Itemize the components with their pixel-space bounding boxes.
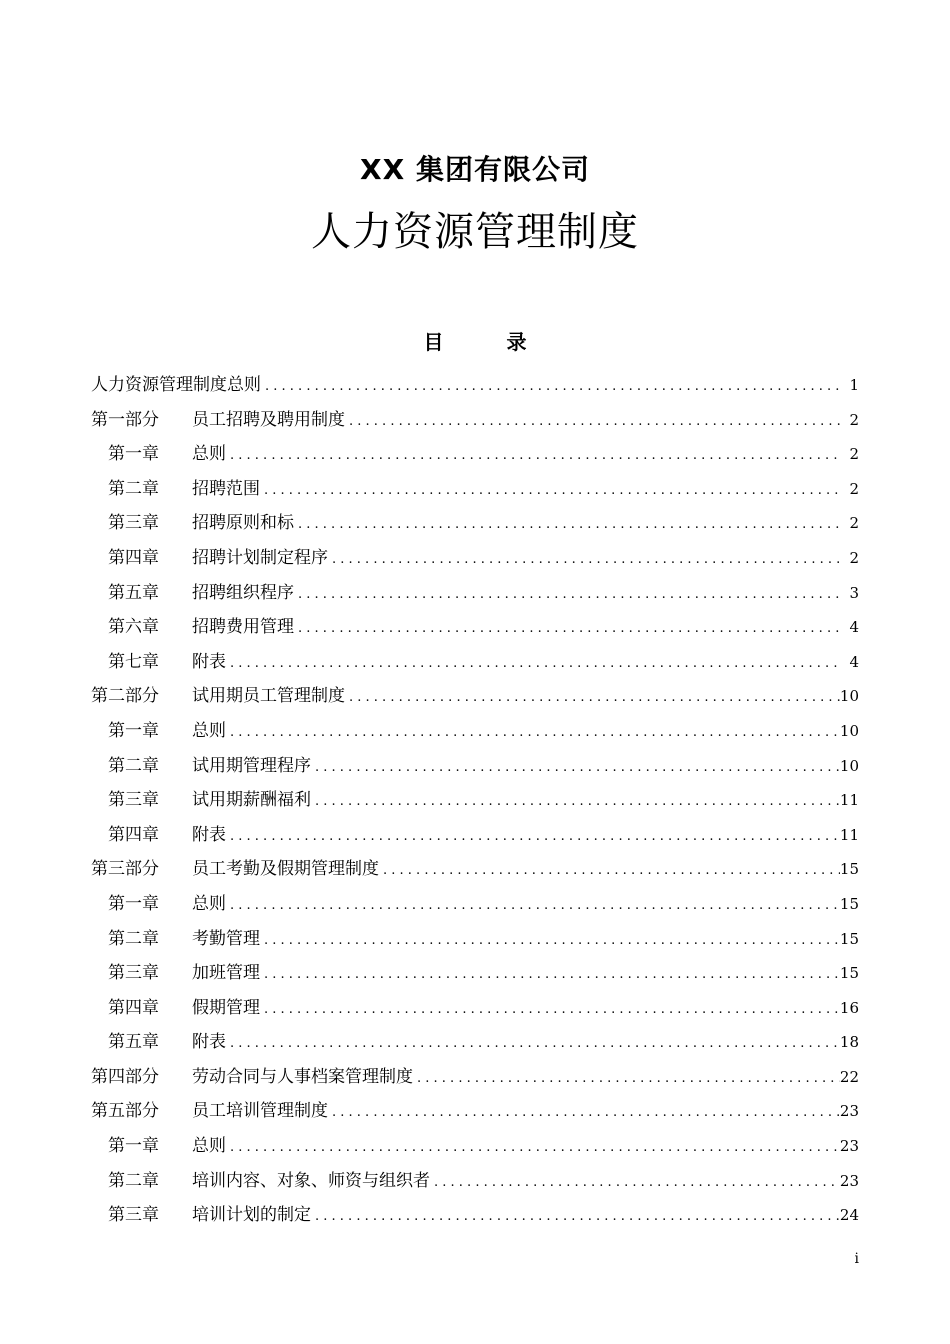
toc-entry-title [108,578,294,603]
toc-entry-number: 第三章 [108,963,159,984]
toc-entry-number: 第一章 [108,1136,159,1157]
toc-entry-page: 2 [849,548,859,567]
toc-leader-dots [328,1105,840,1120]
toc-entry-label: 总则 [192,444,226,465]
toc-leader-dots [226,656,841,671]
toc-entry-page: 15 [839,964,859,983]
toc-entry-title [108,543,328,568]
toc-entry-page: 2 [849,479,859,498]
toc-entry-number: 第七章 [108,651,159,672]
toc-entry[interactable] [91,612,859,647]
toc-leader-dots [260,933,840,948]
toc-entry-title [91,854,379,879]
toc-entry-label: 试用期管理程序 [192,755,311,776]
toc-leader-dots [260,967,840,982]
toc-entry-page: 11 [839,825,859,844]
toc-entry-number: 第二章 [108,928,159,949]
toc-entry[interactable] [91,543,859,578]
toc-entry-title [91,370,261,395]
toc-entry-page: 23 [839,1171,859,1190]
toc-leader-dots [294,587,841,602]
toc-leader-dots [311,760,840,775]
toc-entry-number: 第五部分 [91,1101,159,1122]
toc-entry[interactable] [91,578,859,613]
toc-entry-page: 16 [839,998,859,1017]
toc-entry-title [108,508,294,533]
toc-entry[interactable] [91,1062,859,1097]
toc-entry-label: 总则 [192,893,226,914]
toc-entry-title [108,785,311,810]
toc-entry-title [108,889,226,914]
toc-entry-page: 18 [839,1033,859,1052]
toc-entry-number: 第五章 [108,1032,159,1053]
toc-entry-number: 第三章 [108,513,159,534]
toc-entry-title [108,474,260,499]
toc-entry-page: 2 [849,514,859,533]
toc-entry-page: 10 [839,756,859,775]
toc-entry-label: 附表 [192,824,226,845]
toc-entry-label: 试用期员工管理制度 [192,686,345,707]
toc-entry[interactable] [91,889,859,924]
toc-leader-dots [294,621,841,636]
toc-entry-number: 第四章 [108,997,159,1018]
toc-entry[interactable] [91,1096,859,1131]
toc-entry-page: 15 [839,894,859,913]
toc-entry-number: 第二章 [108,755,159,776]
toc-entry[interactable] [91,405,859,440]
page-number: i [854,1251,859,1267]
toc-entry-title [108,1027,226,1052]
toc-entry-title [108,820,226,845]
toc-entry[interactable] [91,751,859,786]
toc-entry-page: 23 [839,1137,859,1156]
toc-entry-title [108,924,260,949]
toc-entry[interactable] [91,958,859,993]
toc-entry[interactable] [91,647,859,682]
toc-leader-dots [226,1140,840,1155]
company-name: XX 集团有限公司 [360,153,590,186]
toc-entry-label: 附表 [192,1032,226,1053]
toc-entry-title [108,751,311,776]
toc-entry-label: 招聘计划制定程序 [192,547,328,568]
toc-leader-dots [226,829,840,844]
toc-entry-title [91,1096,328,1121]
toc-entry-number: 第二章 [108,1170,159,1191]
toc-entry-number: 第一部分 [91,409,159,430]
toc-entry[interactable] [91,820,859,855]
toc-entry[interactable] [91,1131,859,1166]
toc-leader-dots [226,898,840,913]
toc-leader-dots [260,483,841,498]
toc-entry[interactable] [91,474,859,509]
toc-entry-label: 招聘费用管理 [192,617,294,638]
toc-entry[interactable] [91,1166,859,1201]
toc-entry-page: 4 [849,618,859,637]
toc-entry[interactable] [91,681,859,716]
toc-entry-page: 3 [849,583,859,602]
toc-entry-page: 2 [849,445,859,464]
toc-entry-title [91,1062,413,1087]
toc-entry[interactable] [91,854,859,889]
toc-entry-title [108,958,260,983]
toc-entry-label: 劳动合同与人事档案管理制度 [192,1066,413,1087]
toc-entry-number: 第一章 [108,720,159,741]
toc-entry-page: 15 [839,929,859,948]
toc-entry-number: 第五章 [108,582,159,603]
toc-entry-label: 员工招聘及聘用制度 [192,409,345,430]
toc-leader-dots [311,794,840,809]
toc-entry-page: 24 [839,1206,859,1225]
toc-entry-page: 10 [839,687,859,706]
toc-entry-number: 第四章 [108,547,159,568]
toc-entry-number: 第六章 [108,617,159,638]
toc-leader-dots [226,448,841,463]
toc-entry-page: 10 [839,721,859,740]
toc-entry-page: 1 [849,376,859,394]
toc-entry-number: 第四章 [108,824,159,845]
toc-leader-dots [226,1036,840,1051]
toc-entry-label: 考勤管理 [192,928,260,949]
toc-entry-label: 招聘组织程序 [192,582,294,603]
toc-entry-page: 15 [839,860,859,879]
toc-leader-dots [226,725,840,740]
toc-leader-dots [345,414,841,429]
toc-entry-label: 招聘范围 [192,478,260,499]
toc-entry[interactable] [91,1200,859,1235]
table-of-contents [91,370,859,1235]
toc-entry-label: 招聘原则和标 [192,513,294,534]
toc-entry-label: 总则 [192,720,226,741]
toc-entry[interactable] [91,993,859,1028]
toc-entry-title [108,612,294,637]
toc-entry-number: 第三章 [108,1205,159,1226]
toc-entry-page: 4 [849,652,859,671]
toc-entry-title [108,439,226,464]
toc-entry-label: 附表 [192,651,226,672]
toc-entry-label: 总则 [192,1136,226,1157]
toc-entry-number: 第二章 [108,478,159,499]
toc-entry[interactable] [91,924,859,959]
toc-entry[interactable] [91,785,859,820]
document-title: 人力资源管理制度 [311,209,639,255]
toc-entry-page: 23 [839,1102,859,1121]
toc-entry[interactable] [91,439,859,474]
toc-entry-number: 第三章 [108,790,159,811]
toc-leader-dots [294,517,841,532]
toc-entry[interactable] [91,370,859,405]
toc-leader-dots [413,1071,840,1086]
toc-entry-label: 加班管理 [192,963,260,984]
toc-entry-number: 第二部分 [91,686,159,707]
toc-entry-page: 22 [839,1067,859,1086]
toc-heading: 目 录 [423,330,555,354]
toc-entry-page: 2 [849,410,859,429]
toc-entry-title [108,1166,430,1191]
toc-entry-label: 培训内容、对象、师资与组织者 [192,1170,430,1191]
toc-entry-label: 员工培训管理制度 [192,1101,328,1122]
toc-leader-dots [261,379,841,394]
toc-entry-title [108,993,260,1018]
toc-entry-title [91,405,345,430]
toc-entry-label: 培训计划的制定 [192,1205,311,1226]
toc-entry-title [108,1200,311,1225]
toc-leader-dots [430,1175,840,1190]
toc-entry[interactable] [91,1027,859,1062]
toc-entry-number: 第四部分 [91,1066,159,1087]
toc-entry-page: 11 [839,791,859,810]
toc-entry[interactable] [91,508,859,543]
toc-entry-label: 假期管理 [192,997,260,1018]
toc-entry-title [91,681,345,706]
toc-entry-number: 第一章 [108,893,159,914]
toc-entry-title [108,1131,226,1156]
toc-entry-number: 第三部分 [91,859,159,880]
toc-entry-number: 第一章 [108,444,159,465]
toc-entry-title [108,716,226,741]
toc-leader-dots [345,690,840,705]
toc-entry-label: 员工考勤及假期管理制度 [192,859,379,880]
toc-entry[interactable] [91,716,859,751]
toc-leader-dots [328,552,841,567]
toc-leader-dots [311,1209,840,1224]
toc-entry-title [108,647,226,672]
toc-entry-label: 试用期薪酬福利 [192,790,311,811]
toc-leader-dots [260,1002,840,1017]
toc-leader-dots [379,863,840,878]
toc-entry-label: 人力资源管理制度总则 [91,375,261,395]
